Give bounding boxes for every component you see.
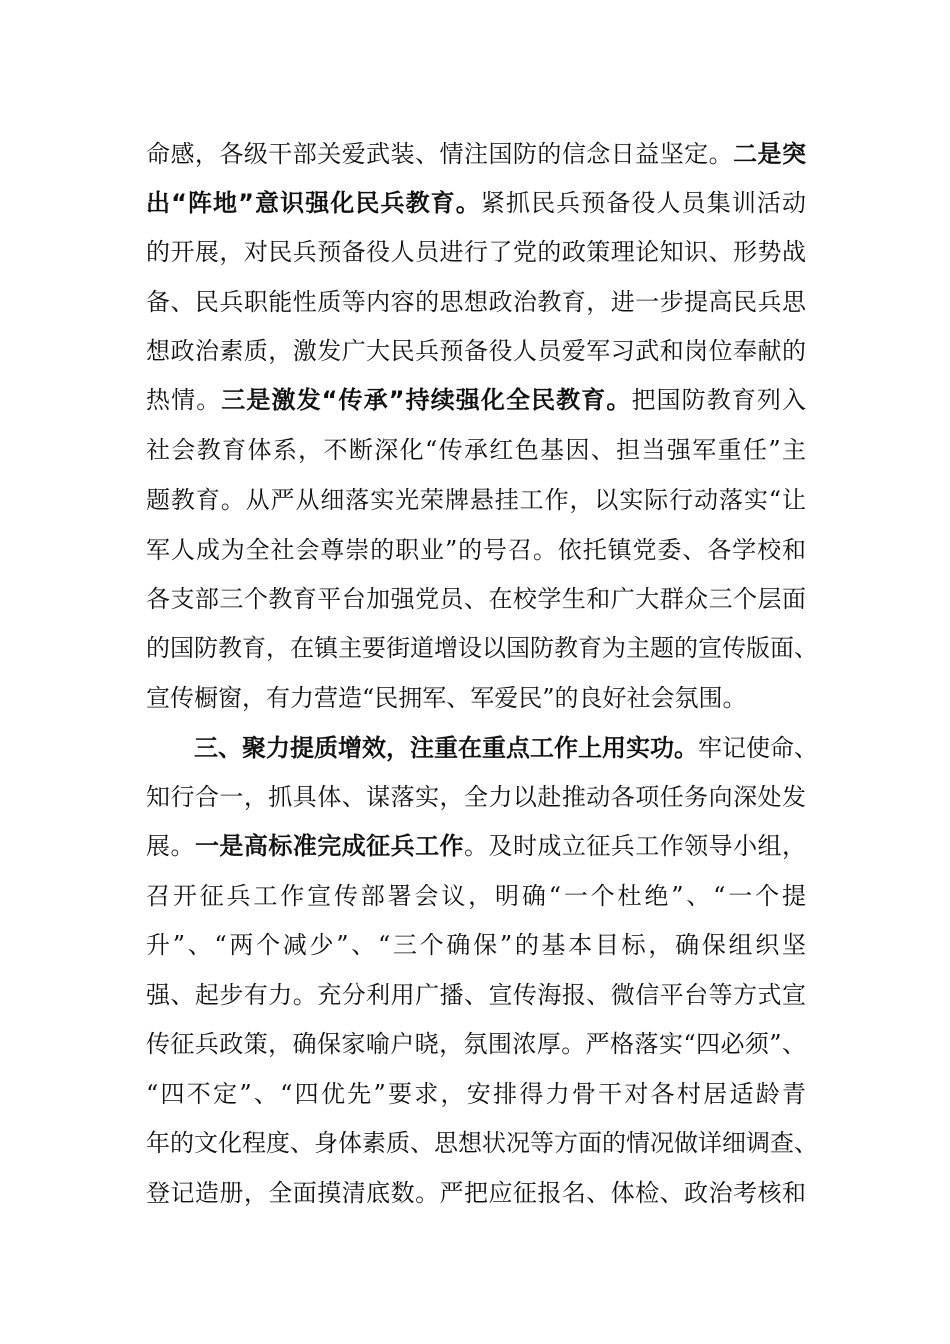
- text-line: 升”、“两个减少”、“三个确保”的基本目标，确保组织坚: [146, 931, 806, 959]
- text-line: 传征兵政策，确保家喻户晓，氛围浓厚。严格落实“四必须”、: [146, 1030, 806, 1058]
- text-line: 召开征兵工作宣传部署会议，明确“一个杜绝”、“一个提: [146, 882, 806, 910]
- text-line: 各支部三个教育平台加强党员、在校学生和广大群众三个层面: [146, 585, 806, 613]
- text-line: 的开展，对民兵预备役人员进行了党的政策理论知识、形势战: [146, 238, 806, 266]
- text-line: 出“阵地”意识强化民兵教育。紧抓民兵预备役人员集训活动: [146, 189, 807, 217]
- text-line: 的国防教育，在镇主要街道增设以国防教育为主题的宣传版面、: [146, 634, 818, 662]
- text-line: 想政治素质，激发广大民兵预备役人员爱军习武和岗位奉献的: [146, 337, 806, 365]
- text-line: 备、民兵职能性质等内容的思想政治教育，进一步提高民兵思: [146, 288, 806, 316]
- text-line: “四不定”、“四优先”要求，安排得力骨干对各村居适龄青: [146, 1080, 806, 1108]
- text-line: 强、起步有力。充分利用广播、宣传海报、微信平台等方式宣: [146, 981, 806, 1009]
- text-line: 热情。三是激发“传承”持续强化全民教育。把国防教育列入: [146, 386, 807, 414]
- text-line: 宣传橱窗，有力营造“民拥军、军爱民”的良好社会氛围。: [146, 684, 747, 712]
- text-line: 登记造册，全面摸清底数。严把应征报名、体检、政治考核和: [146, 1179, 806, 1207]
- text-line: 题教育。从严从细落实光荣牌悬挂工作，以实际行动落实“让: [146, 486, 806, 514]
- section-heading-line: 三、聚力提质增效，注重在重点工作上用实功。牢记使命、: [194, 734, 818, 762]
- text-line: 展。一是高标准完成征兵工作。及时成立征兵工作领导小组，: [146, 832, 807, 860]
- text-line: 社会教育体系，不断深化“传承红色基因、担当强军重任”主: [146, 436, 806, 464]
- text-line: 军人成为全社会尊崇的职业”的号召。依托镇党委、各学校和: [146, 536, 806, 564]
- text-line: 命感，各级干部关爱武装、情注国防的信念日益坚定。二是突: [146, 140, 807, 168]
- text-line: 年的文化程度、身体素质、思想状况等方面的情况做详细调查、: [146, 1129, 818, 1157]
- text-line: 知行合一，抓具体、谋落实，全力以赴推动各项任务向深处发: [146, 783, 806, 811]
